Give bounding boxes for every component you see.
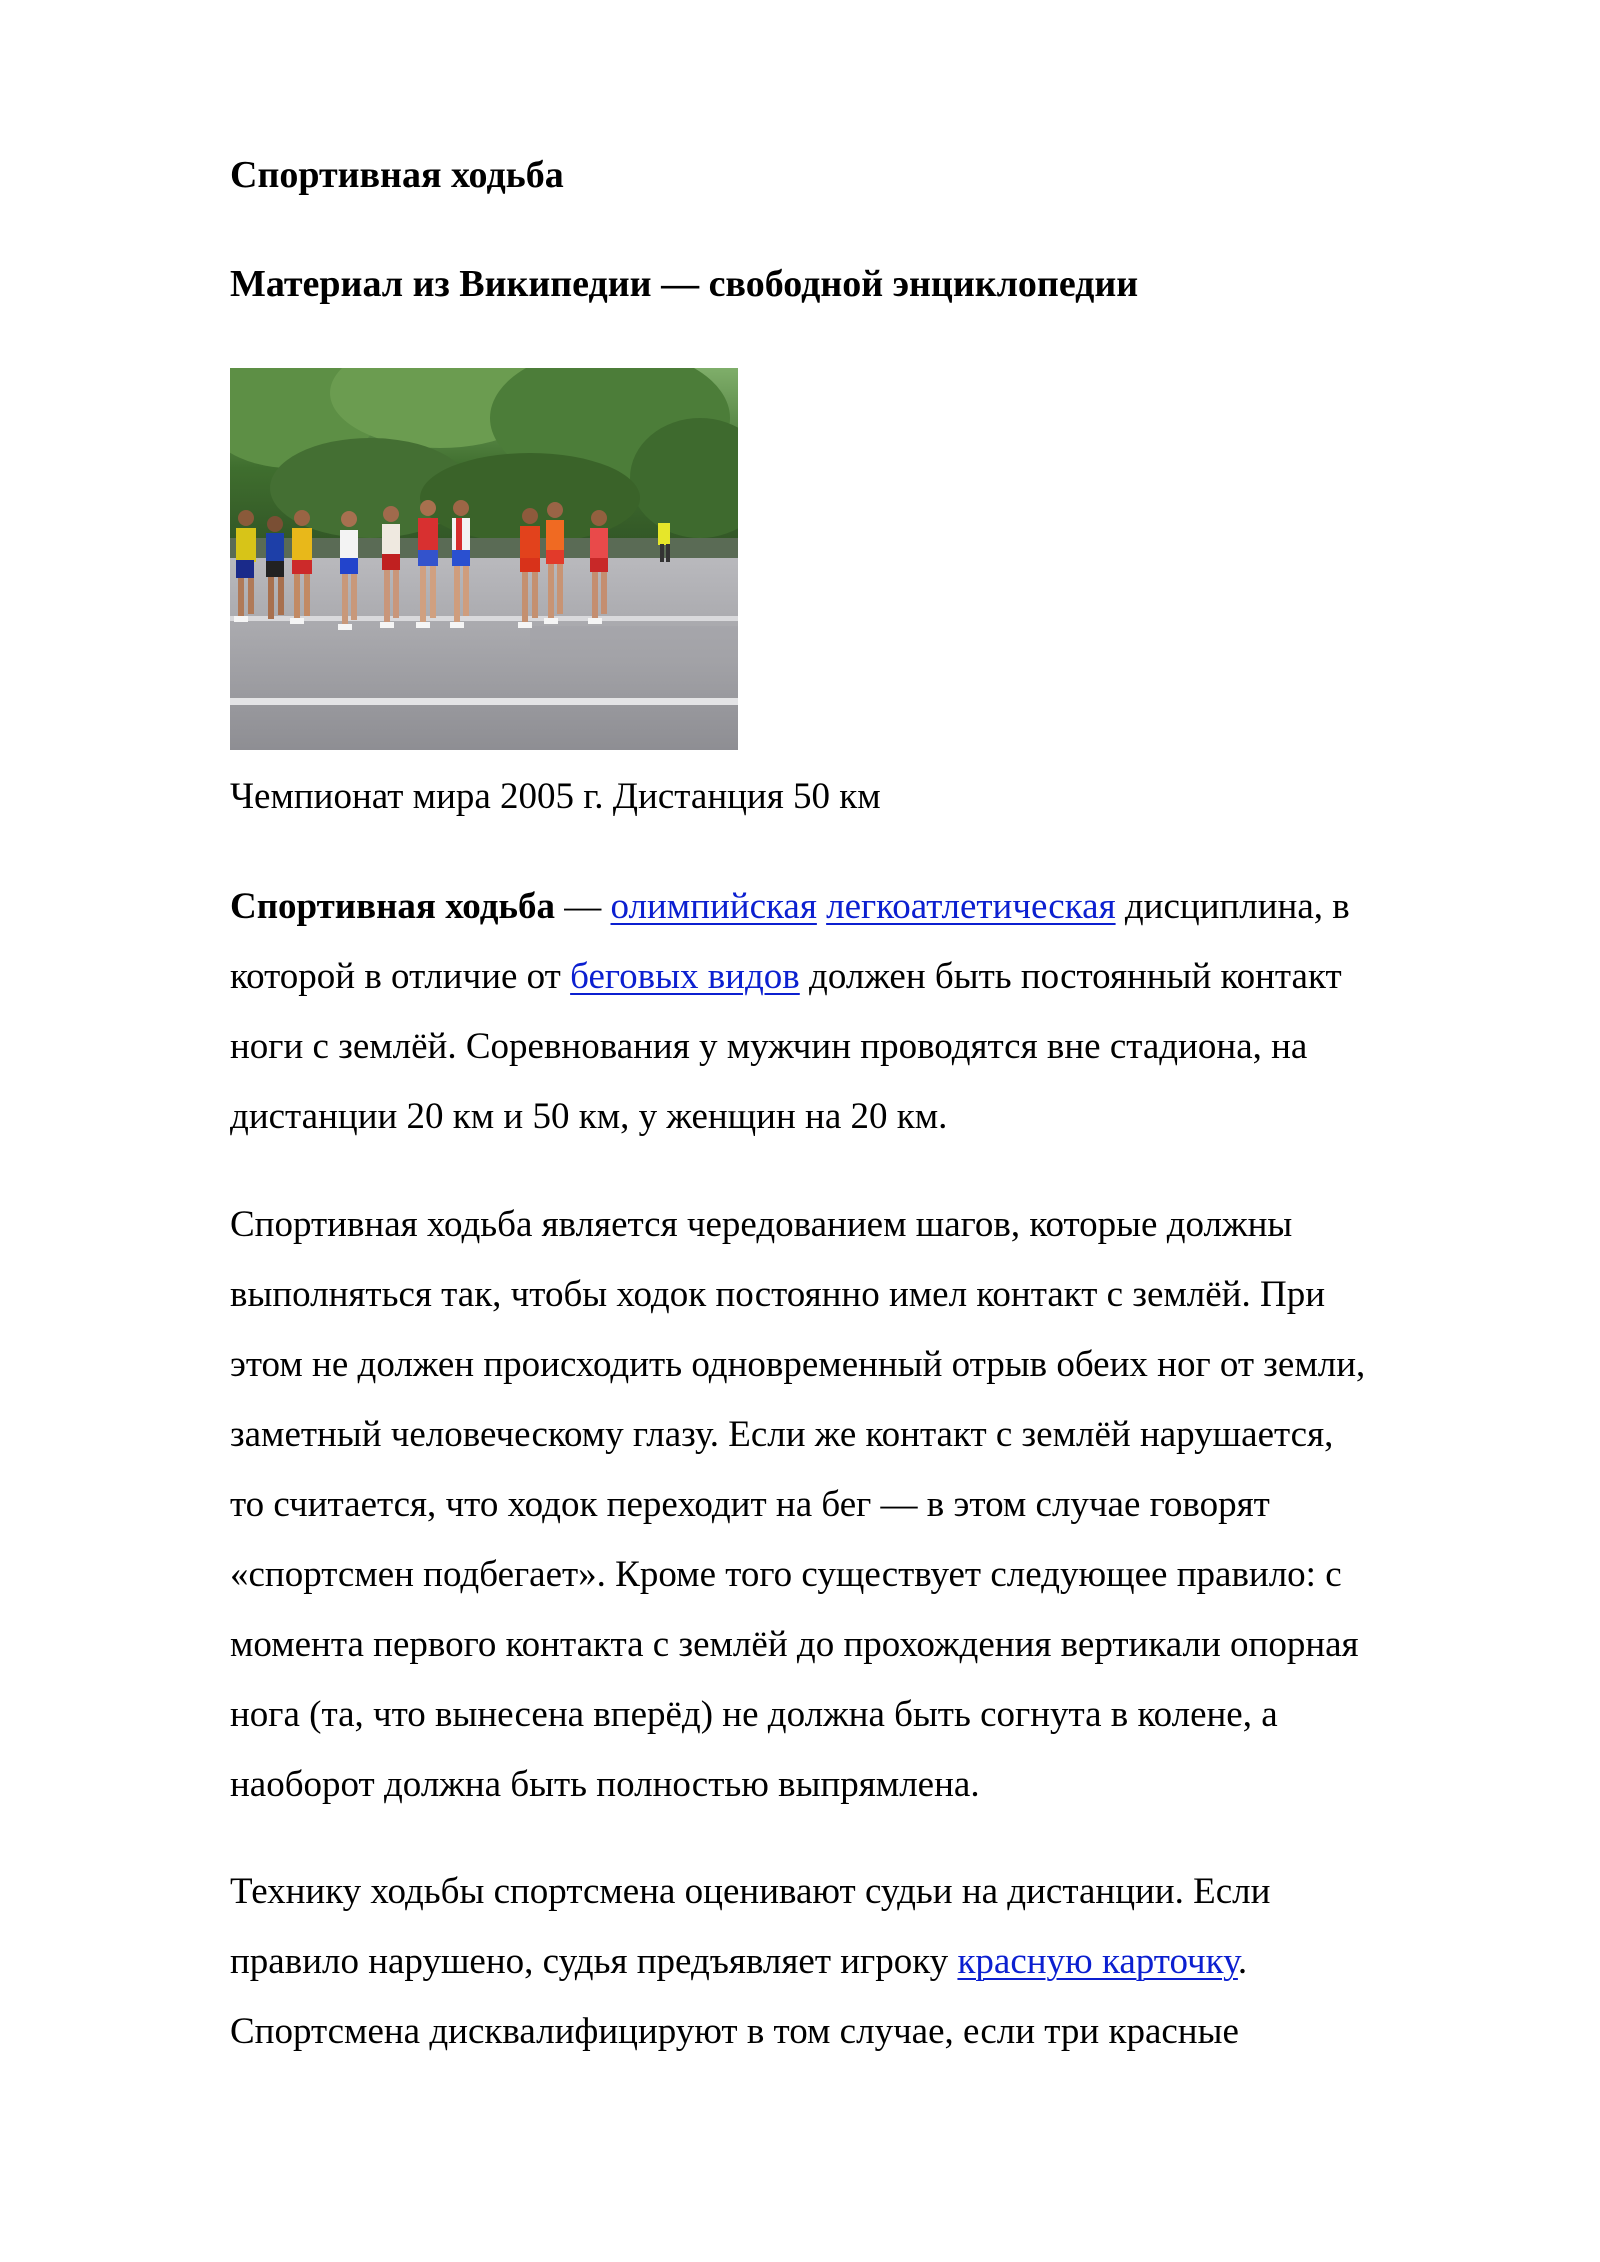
paragraph-line: выполняться так, чтобы ходок постоянно имел контакт с землёй. При [230, 1274, 1326, 1315]
paragraph-technique [230, 1190, 1490, 1820]
paragraph-line [230, 872, 1490, 942]
space-text [817, 886, 826, 927]
paragraph-line [230, 1927, 1490, 1997]
paragraph-line: момента первого контакта с землёй до прохождения вертикали опорная [230, 1624, 1359, 1665]
page-subtitle: Материал из Википедии — свободной энциклопедии [230, 263, 1139, 305]
link-red-card[interactable]: красную карточку [957, 1941, 1238, 1982]
paragraph-line: заметный человеческому глазу. Если же контакт с землёй нарушается, [230, 1414, 1334, 1455]
link-olympic[interactable]: олимпийская [610, 886, 817, 927]
paragraph-line [230, 942, 1490, 1012]
paragraph-line: Спортивная ходьба является чередованием шагов, которые должны [230, 1204, 1293, 1245]
paragraph-line: Технику ходьбы спортсмена оценивают судьи на дистанции. Если [230, 1871, 1271, 1912]
term-bold: Спортивная ходьба [230, 886, 555, 927]
line-text: . [1237, 1941, 1248, 1982]
paragraph-line: наоборот должна быть полностью выпрямлена. [230, 1764, 980, 1805]
line-text: дисциплина, в [1115, 886, 1350, 927]
paragraph-line: этом не должен происходить одновременный отрыв обеих ног от земли, [230, 1344, 1366, 1385]
paragraph-line: ноги с землёй. Соревнования у мужчин проводятся вне стадиона, на [230, 1026, 1308, 1067]
line-text: правило нарушено, судья предъявляет игроку [230, 1941, 958, 1982]
photo-caption: Чемпионат мира 2005 г. Дистанция 50 км [230, 776, 881, 817]
line-text: которой в отличие от [230, 956, 571, 997]
link-running-events[interactable]: беговых видов [570, 956, 800, 997]
paragraph-line: Спортсмена дисквалифицируют в том случае, если три красные [230, 2011, 1239, 2052]
paragraph-line: нога (та, что вынесена вперёд) не должна быть согнута в колене, а [230, 1694, 1278, 1735]
paragraph-judging [230, 1857, 1490, 2067]
race-walking-photo [230, 368, 738, 750]
line-text: должен быть постоянный контакт [799, 956, 1342, 997]
paragraph-line: то считается, что ходок переходит на бег — в этом случае говорят [230, 1484, 1270, 1525]
paragraph-definition [230, 872, 1490, 1152]
page-title: Спортивная ходьба [230, 154, 564, 196]
link-athletics[interactable]: легкоатлетическая [826, 886, 1116, 927]
paragraph-line: «спортсмен подбегает». Кроме того существует следующее правило: с [230, 1554, 1342, 1595]
dash-text: — [555, 886, 611, 927]
paragraph-line: дистанции 20 км и 50 км, у женщин на 20 км. [230, 1096, 948, 1137]
